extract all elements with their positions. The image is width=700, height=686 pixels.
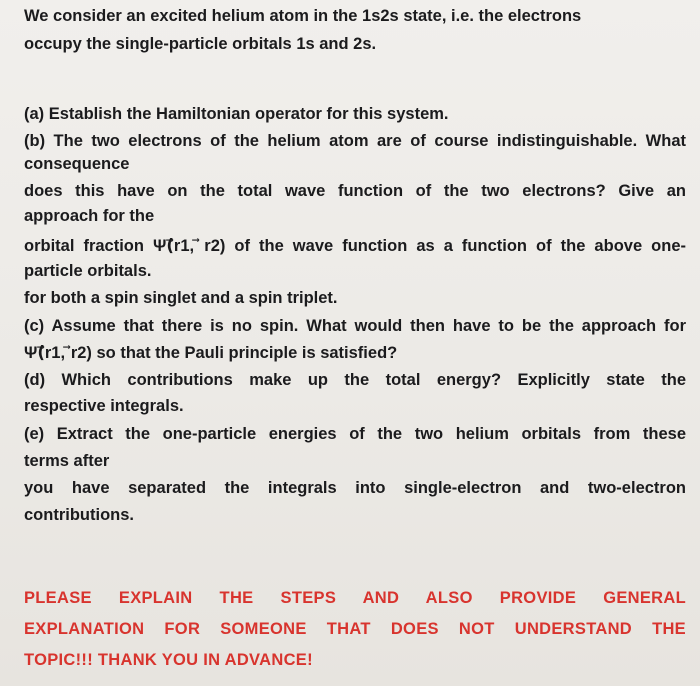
part-e-line-1: (e) Extract the one-particle energies of the two helium orbitals from these	[24, 425, 686, 443]
part-e-line-4: contributions.	[24, 506, 134, 524]
part-e-line-2: terms after	[24, 452, 110, 470]
part-b-line-5: orbital fraction Ψ(⃗r1, ⃗r2) of the wave function as a function of the above one-	[24, 237, 686, 255]
part-b-line-6: particle orbitals.	[24, 262, 152, 280]
part-e-line-3: you have separated the integrals into single-electron and two-electron	[24, 479, 686, 497]
request-line-2: EXPLANATION FOR SOMEONE THAT DOES NOT UNDERSTAND THE	[24, 620, 686, 638]
part-c-line-1: (c) Assume that there is no spin. What would then have to be the approach for	[24, 317, 686, 335]
part-b-line-2: consequence	[24, 155, 130, 173]
part-d-line-2: respective integrals.	[24, 397, 184, 415]
part-a-line-1: (a) Establish the Hamiltonian operator for this system.	[24, 105, 449, 123]
part-b-line-7: for both a spin singlet and a spin triplet.	[24, 289, 338, 307]
request-line-3: TOPIC!!! THANK YOU IN ADVANCE!	[24, 651, 313, 669]
intro-line-1: We consider an excited helium atom in the 1s2s state, i.e. the electrons	[24, 7, 582, 25]
part-c-line-2: Ψ(⃗r1, ⃗r2) so that the Pauli principle is satisfied?	[24, 344, 398, 362]
part-b-line-4: approach for the	[24, 207, 155, 225]
part-b-line-1: (b) The two electrons of the helium atom are of course indistinguishable. What	[24, 132, 686, 150]
part-d-line-1: (d) Which contributions make up the total energy? Explicitly state the	[24, 371, 686, 389]
intro-line-2: occupy the single-particle orbitals 1s and 2s.	[24, 35, 377, 53]
request-line-1: PLEASE EXPLAIN THE STEPS AND ALSO PROVIDE GENERAL	[24, 589, 686, 607]
part-b-line-3: does this have on the total wave function of the two electrons? Give an	[24, 182, 686, 200]
